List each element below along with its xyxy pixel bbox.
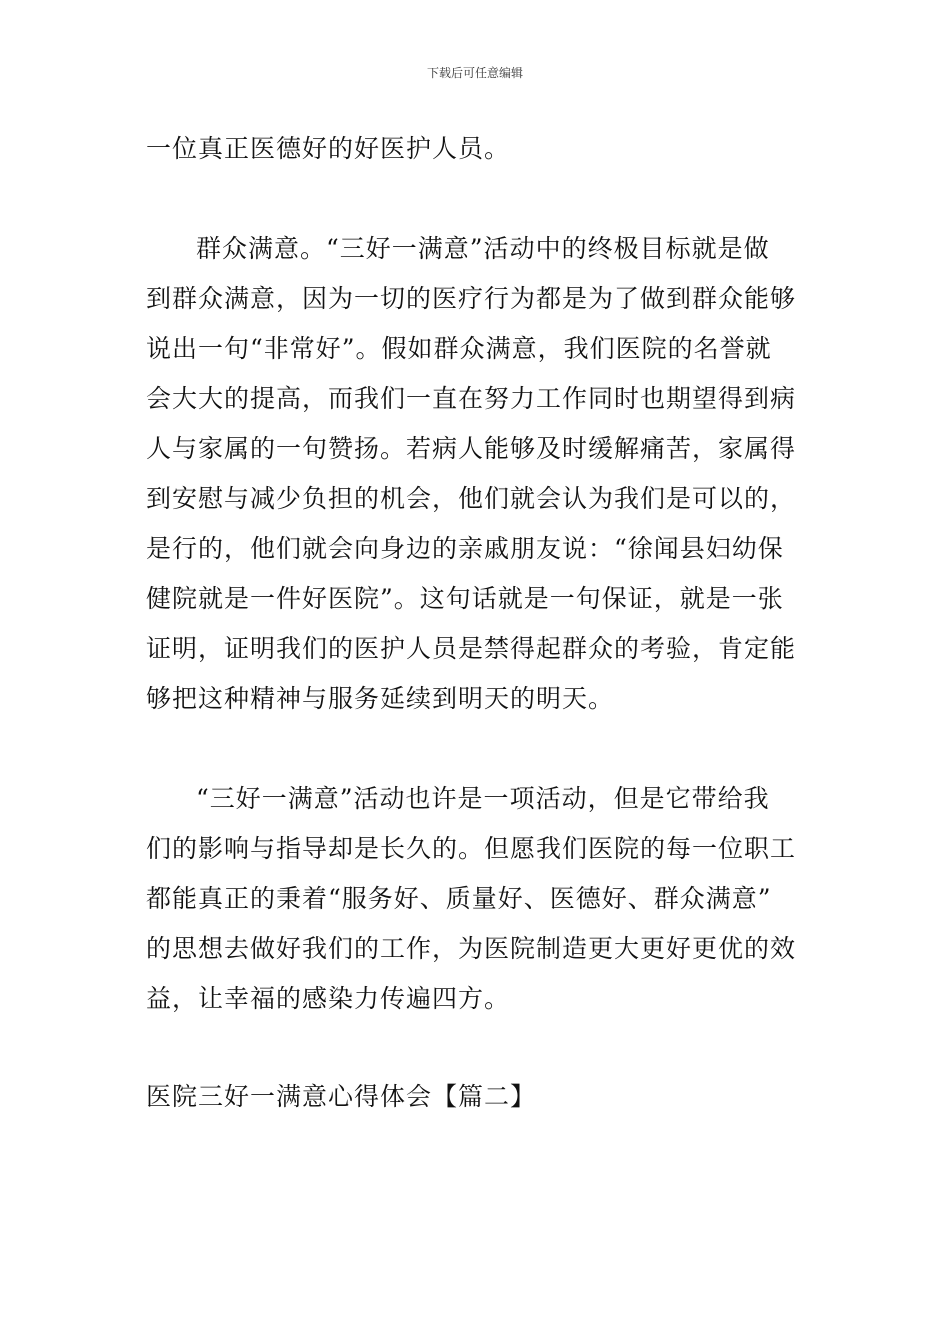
paragraph-3-line: 们的影响与指导却是长久的。但愿我们医院的每一位职工 [146, 834, 797, 863]
paragraph-3-line: 益，让幸福的感染力传遍四方。 [146, 984, 511, 1013]
paragraph-2-line: 证明，证明我们的医护人员是禁得起群众的考验，肯定能 [146, 634, 797, 663]
paragraph-2-line: 说出一句“非常好”。假如群众满意，我们医院的名誉就 [146, 334, 772, 363]
paragraph-2-line: 群众满意。“三好一满意”活动中的终极目标就是做 [196, 234, 770, 263]
paragraph-2-line: 健院就是一件好医院”。这句话就是一句保证，就是一张 [146, 584, 784, 613]
paragraph-2-line: 到群众满意，因为一切的医疗行为都是为了做到群众能够 [146, 284, 797, 313]
paragraph-3-line: “三好一满意”活动也许是一项活动，但是它带给我 [196, 784, 770, 813]
page-header-note: 下载后可任意编辑 [426, 66, 523, 80]
section-heading: 医院三好一满意心得体会【篇二】 [146, 1082, 537, 1111]
paragraph-2-line: 人与家属的一句赞扬。若病人能够及时缓解痛苦，家属得 [146, 434, 797, 463]
paragraph-2-line: 到安慰与减少负担的机会，他们就会认为我们是可以的， [146, 484, 797, 513]
paragraph-2-line: 会大大的提高，而我们一直在努力工作同时也期望得到病 [146, 384, 797, 413]
paragraph-2-line: 是行的，他们就会向身边的亲戚朋友说：“徐闻县妇幼保 [146, 534, 784, 563]
paragraph-2-line: 够把这种精神与服务延续到明天的明天。 [146, 684, 615, 713]
paragraph-1-line: 一位真正医德好的好医护人员。 [146, 134, 511, 163]
paragraph-3-line: 都能真正的秉着“服务好、质量好、医德好、群众满意” [146, 884, 772, 913]
paragraph-3-line: 的思想去做好我们的工作，为医院制造更大更好更优的效 [146, 934, 797, 963]
